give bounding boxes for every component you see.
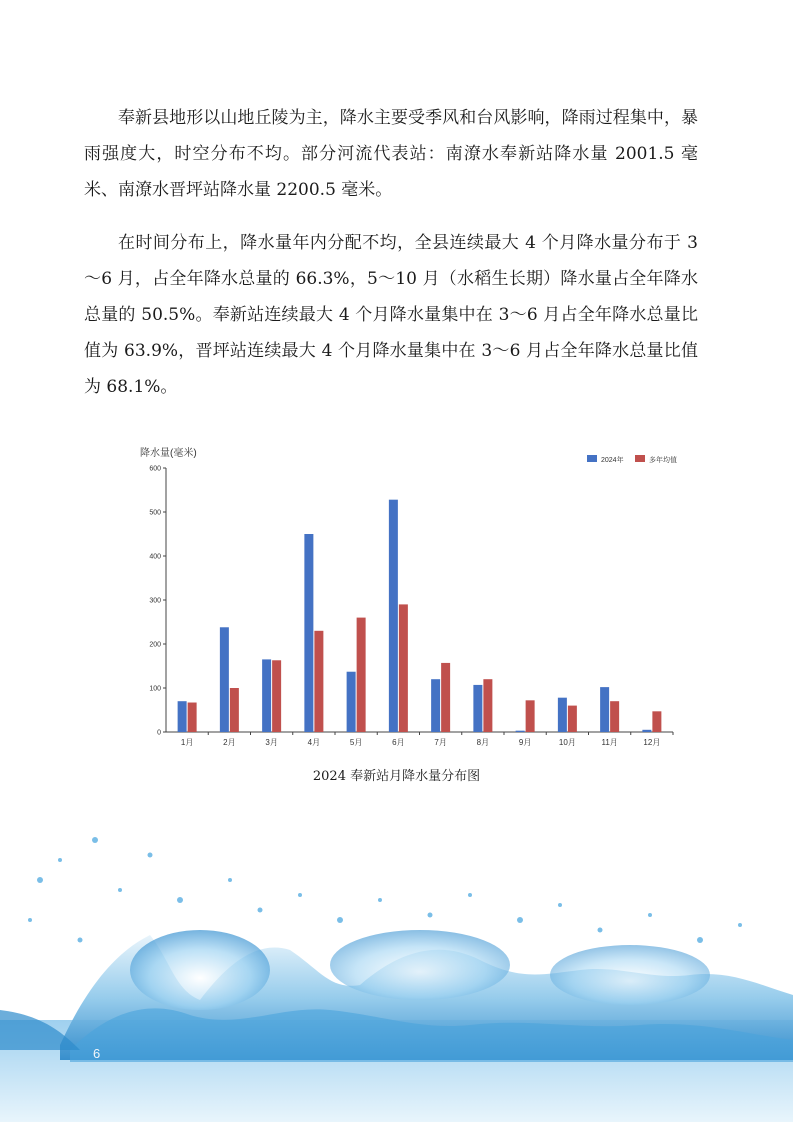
x-tick-label: 8月 xyxy=(476,738,490,747)
y-tick-label: 200 xyxy=(149,641,161,649)
bar-average-9 xyxy=(526,700,535,732)
x-tick-label: 5月 xyxy=(349,738,363,747)
bar-2024-8 xyxy=(473,685,482,732)
bar-average-5 xyxy=(357,618,366,732)
paragraph-temporal-distribution: 在时间分布上，降水量年内分配不均，全县连续最大 4 个月降水量分布于 3～6 月，占全年降水总量的 66.3%，5～10 月（水稻生长期）降水量占全年降水总量的 50.5%。奉新站连续最大 4 个月降水量集中在 3～6 月占全年降水总量比值为 63.9%，晋坪站连续最大 4 个月降水量集中在 3～6 月占全年降水总量比值为 68.1%。 xyxy=(84,233,698,397)
legend xyxy=(587,455,677,464)
legend-swatch-average xyxy=(635,455,645,462)
y-tick-label: 400 xyxy=(149,553,161,561)
x-tick-label: 9月 xyxy=(518,738,532,747)
chart-svg xyxy=(130,444,690,764)
x-tick-label: 3月 xyxy=(265,738,278,747)
bar-average-6 xyxy=(399,604,408,732)
bar-average-1 xyxy=(188,703,197,732)
y-tick-label: 300 xyxy=(149,597,161,605)
y-tick-label: 100 xyxy=(149,685,161,693)
y-axis xyxy=(149,466,166,737)
bar-2024-11 xyxy=(600,687,609,732)
precipitation-chart xyxy=(130,444,690,764)
bar-2024-2 xyxy=(220,627,229,732)
page-number: 6 xyxy=(93,1046,101,1061)
bar-2024-5 xyxy=(347,672,356,732)
bar-2024-9 xyxy=(516,731,525,732)
y-tick-label: 0 xyxy=(157,729,161,737)
bar-average-10 xyxy=(568,706,577,732)
paragraph-terrain: 奉新县地形以山地丘陵为主，降水主要受季风和台风影响，降雨过程集中，暴雨强度大，时空分布不均。部分河流代表站：南潦水奉新站降水量 2001.5 毫米、南潦水晋坪站降水量 2200.5 毫米。 xyxy=(84,108,698,200)
bars-group xyxy=(178,500,662,732)
x-tick-label: 10月 xyxy=(558,738,576,747)
bar-2024-4 xyxy=(304,534,313,732)
legend-label-average: 多年均值 xyxy=(649,457,677,464)
bar-average-11 xyxy=(610,701,619,732)
x-tick-label: 4月 xyxy=(307,738,321,747)
x-tick-label: 11月 xyxy=(601,738,618,747)
legend-label-2024: 2024年 xyxy=(601,457,624,464)
x-axis xyxy=(166,732,673,747)
bar-2024-3 xyxy=(262,659,271,732)
y-tick-label: 500 xyxy=(149,509,161,517)
water-splash-image xyxy=(0,800,793,1122)
bar-average-7 xyxy=(441,663,450,732)
bar-2024-12 xyxy=(642,730,651,732)
bar-2024-1 xyxy=(178,701,187,732)
bar-average-2 xyxy=(230,688,239,732)
bar-2024-6 xyxy=(389,500,398,732)
x-tick-label: 2月 xyxy=(223,738,236,747)
y-axis-label: 降水量(毫米) xyxy=(140,448,197,459)
x-tick-label: 12月 xyxy=(643,738,661,747)
bar-2024-10 xyxy=(558,698,567,732)
bar-average-4 xyxy=(314,631,323,732)
x-tick-label: 1月 xyxy=(180,738,194,747)
water-splash-illustration xyxy=(0,800,793,1122)
legend-swatch-2024 xyxy=(587,455,597,462)
figure-caption: 2024 奉新站月降水量分布图 xyxy=(312,769,481,784)
y-tick-label: 600 xyxy=(149,465,161,473)
x-tick-label: 7月 xyxy=(434,738,447,747)
bar-average-8 xyxy=(483,679,492,732)
bar-2024-7 xyxy=(431,679,440,732)
bar-average-3 xyxy=(272,660,281,732)
x-tick-label: 6月 xyxy=(392,738,405,747)
bar-average-12 xyxy=(652,711,661,732)
